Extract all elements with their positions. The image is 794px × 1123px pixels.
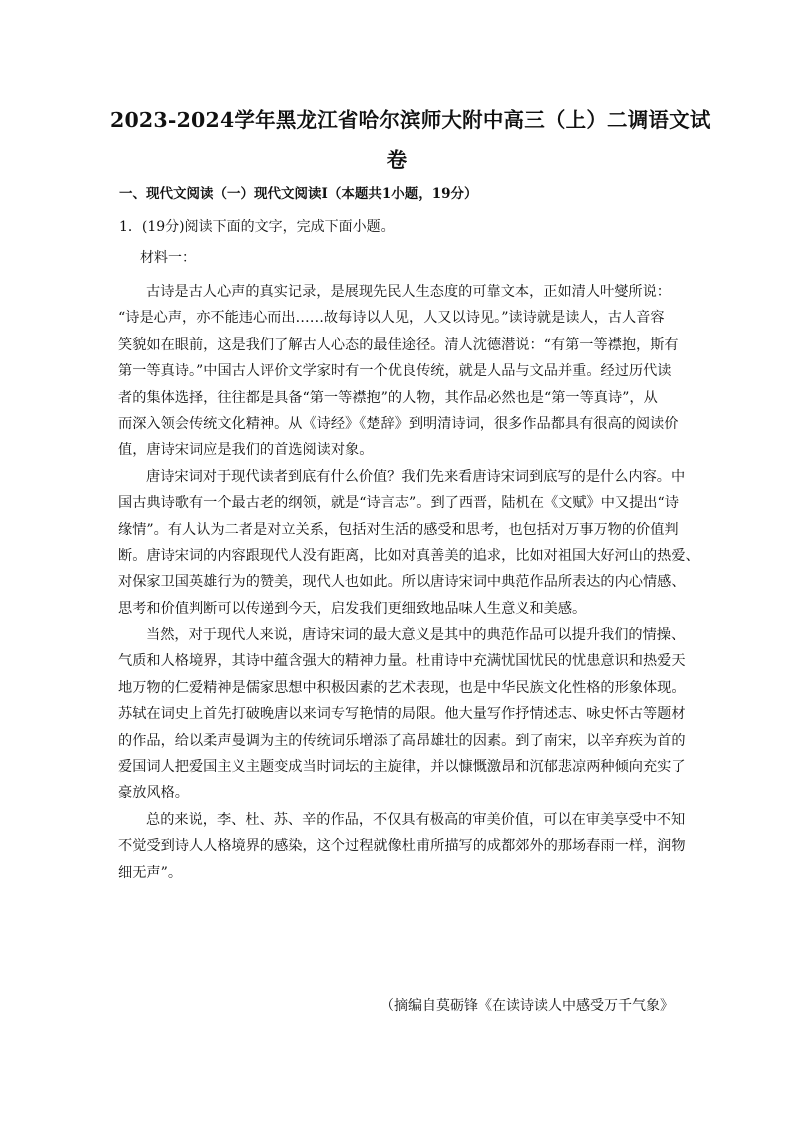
paragraph-line: 豪放风格。 <box>118 785 189 802</box>
paragraph-line: 地万物的仁爱精神是儒家思想中积极因素的艺术表现，也是中华民族文化性格的形象体现。 <box>118 679 686 696</box>
paragraph-line: 爱国词人把爱国主义主题变成当时词坛的主旋律，并以慷慨激昂和沉郁悲凉两种倾向充实了 <box>118 759 686 776</box>
paragraph-line: 第一等真诗。”中国古人评价文学家时有一个优良传统，就是人品与文品并重。经过历代读 <box>118 363 672 380</box>
paragraph-line: 唐诗宋词对于现代读者到底有什么价值？我们先来看唐诗宋词到底写的是什么内容。中 <box>146 468 686 485</box>
title-line: 卷 <box>386 148 408 172</box>
paragraph-line: “诗是心声，亦不能违心而出……故每诗以人见，人又以诗见。”读诗就是读人，古人音容 <box>118 310 665 327</box>
question-prompt: 1．(19分)阅读下面的文字，完成下面小题。 <box>119 219 395 235</box>
paragraph-line: 断。唐诗宋词的内容跟现代人没有距离，比如对真善美的追求，比如对祖国大好河山的热爱、 <box>118 547 700 564</box>
paragraph-line: 当然，对于现代人来说，唐诗宋词的最大意义是其中的典范作品可以提升我们的情操、 <box>146 627 686 644</box>
paragraph-line: 的作品，给以柔声曼调为主的传统词乐增添了高昂雄壮的因素。到了南宋，以辛弃疾为首的 <box>118 732 686 749</box>
title-line: 2023-2024学年黑龙江省哈尔滨师大附中高三（上）二调语文试 <box>110 108 711 132</box>
paragraph-line: 者的集体选择，往往都是具备“第一等襟抱”的人物，其作品必然也是“第一等真诗”，从 <box>118 389 658 406</box>
paragraph-line: 缘情”。有人认为二者是对立关系，包括对生活的感受和思考，也包括对万事万物的价值判 <box>118 521 679 538</box>
paragraph-line: 不觉受到诗人人格境界的感染，这个过程就像杜甫所描写的成都郊外的那场春雨一样，润物 <box>118 838 686 855</box>
paragraph-line: 对保家卫国英雄行为的赞美，现代人也如此。所以唐诗宋词中典范作品所表达的内心情感、 <box>118 574 686 591</box>
page-title <box>110 100 711 180</box>
source-citation: （摘编自莫砺锋《在读诗读人中感受万千气象》 <box>380 998 674 1014</box>
paragraph-line: 笑貌如在眼前，这是我们了解古人心态的最佳途径。清人沈德潜说：“有第一等襟抱，斯有 <box>118 336 679 353</box>
passage-body <box>118 279 700 886</box>
material-label: 材料一： <box>140 250 196 266</box>
section-heading: 一、现代文阅读（一）现代文阅读Ⅰ（本题共1小题，19分） <box>119 186 478 202</box>
paragraph-line: 细无声”。 <box>118 864 183 881</box>
paragraph-line: 思考和价值判断可以传递到今天，启发我们更细致地品味人生意义和美感。 <box>118 600 587 617</box>
paragraph-line: 苏轼在词史上首先打破晚唐以来词专写艳情的局限。他大量写作抒情述志、咏史怀古等题材 <box>118 706 686 723</box>
paragraph-line: 古诗是古人心声的真实记录，是展现先民人生态度的可靠文本，正如清人叶燮所说： <box>146 284 671 300</box>
paragraph-line: 气质和人格境界，其诗中蕴含强大的精神力量。杜甫诗中充满忧国忧民的忧患意识和热爱天 <box>118 653 686 670</box>
paragraph-line: 国古典诗歌有一个最古老的纲领，就是“诗言志”。到了西晋，陆机在《文赋》中又提出“诗 <box>118 495 679 512</box>
paragraph-line: 值，唐诗宋词应是我们的首选阅读对象。 <box>118 442 374 459</box>
paragraph-line: 总的来说，李、杜、苏、辛的作品，不仅具有极高的审美价值，可以在审美享受中不知 <box>146 811 686 828</box>
paragraph-line: 而深入领会传统文化精神。从《诗经》《楚辞》到明清诗词，很多作品都具有很高的阅读价 <box>118 415 679 432</box>
